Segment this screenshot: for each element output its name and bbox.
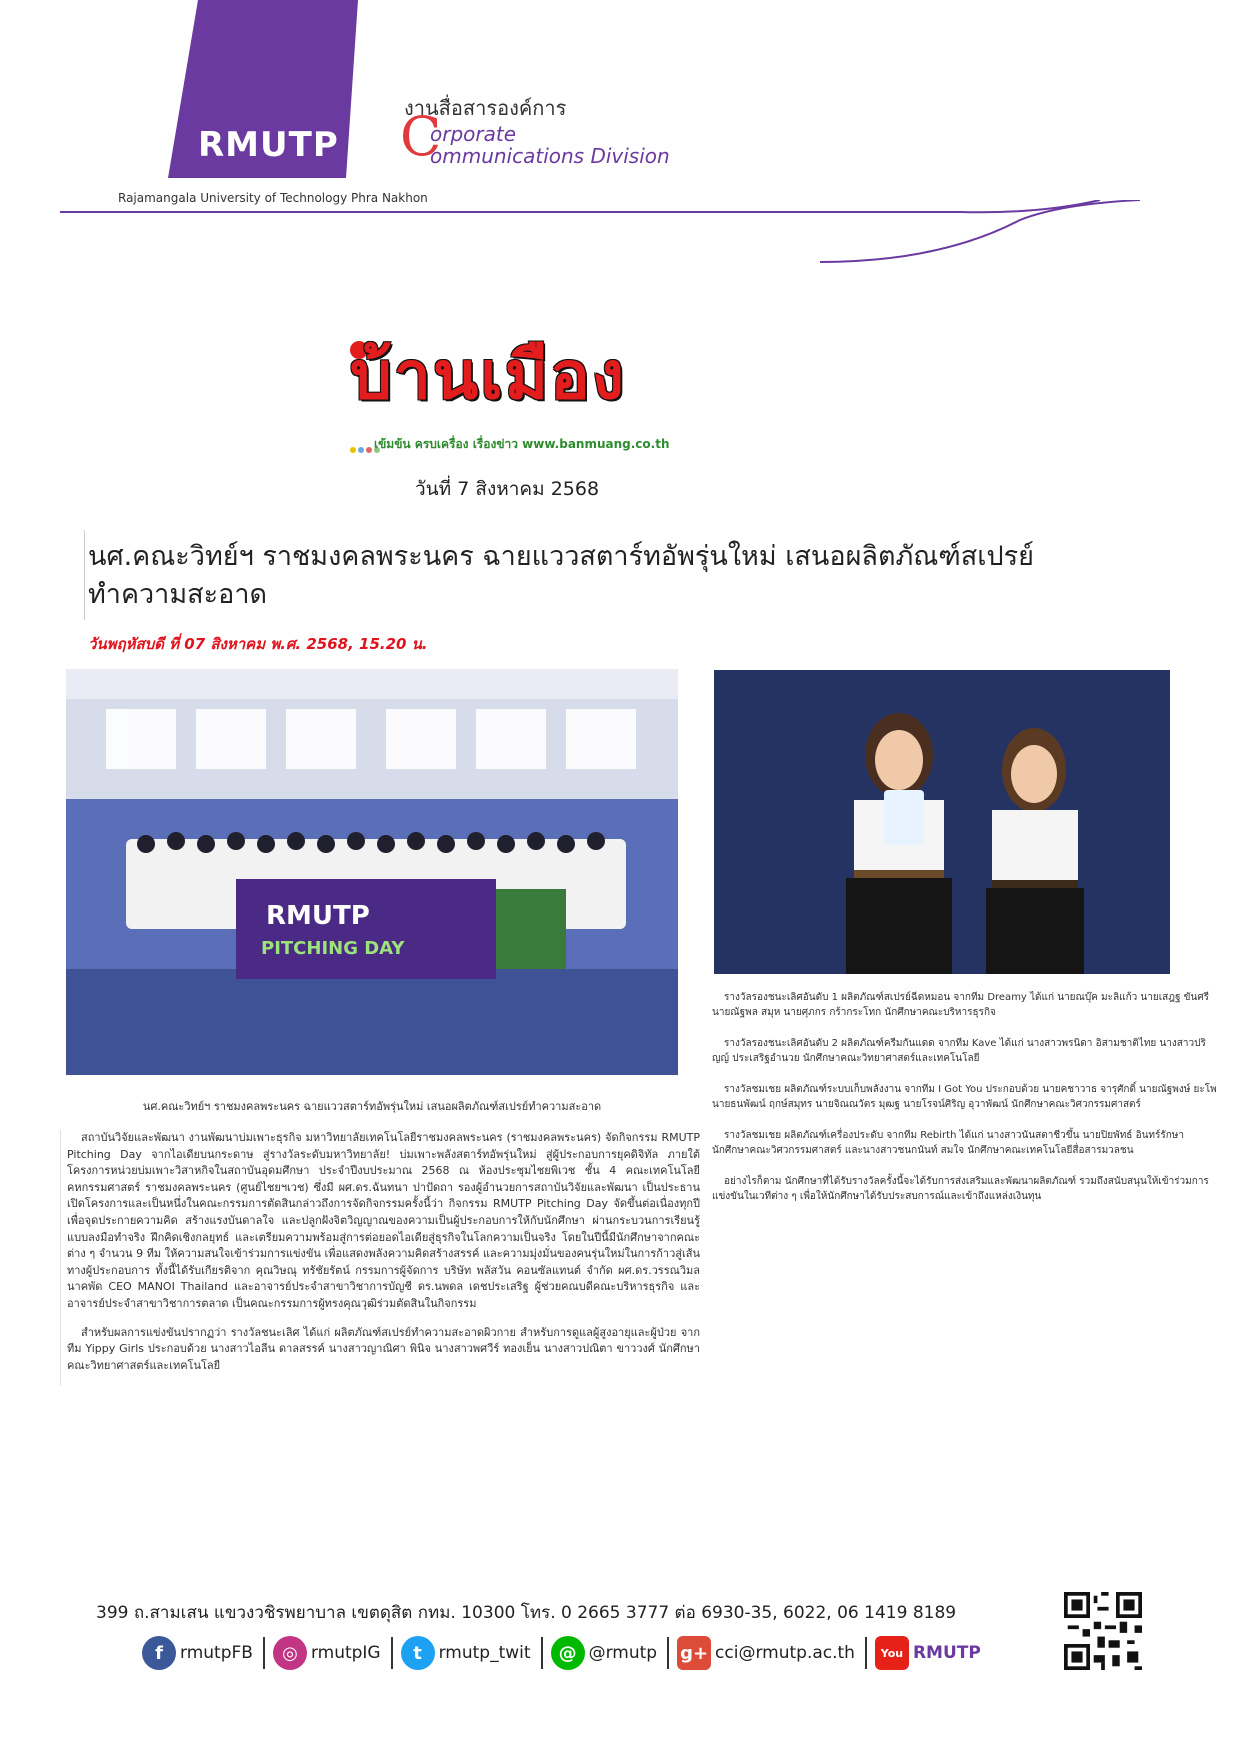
article-awards <box>712 990 1222 1220</box>
newspaper-masthead <box>350 337 770 453</box>
line-icon: @ <box>551 1636 585 1670</box>
body-paragraph: สถาบันวิจัยและพัฒนา งานพัฒนาบ่มเพาะธุรกิจ มหาวิทยาลัยเทคโนโลยีราชมงคลพระนคร (ราชมงคลพระนคร) จัดกิจกรรม RMUTP Pitching Day จากไอเดียบนกระดาษ สู่รางวัลระดับมหาวิทยาลัย! บ่มเพาะพลังสตาร์ทอัพรุ่นใหม่ สู่ผู้ประกอบการยุคดิจิทัล ภายใต้โครงการหน่วยบ่มเพาะวิสาหกิจในสถาบันอุดมศึกษา ประจำปีงบประมาณ 2568 ณ ห้องประชุมไชยพิเวช ชั้น 4 คณะเทคโนโลยีคหกรรมศาสตร์ ราชมงคลพระนคร (ศูนย์ไชยฯเวช) ซึ่งมี ผศ.ดร.ฉันทนา ปาปัดถา รองผู้อำนวยการสถาบันวิจัยและพัฒนา เป็นประธานเปิดโครงการและเป็นหนึ่งในคณะกรรมการตัดสินกล่าวถึงการจัดกิจกรรมครั้งนี้ว่า กิจกรรม RMUTP Pitching Day จัดขึ้นต่อเนื่องทุกปีเพื่อจุดประกายความคิด สร้างแรงบันดาลใจ และปลูกฝังจิตวิญญาณของความเป็นผู้ประกอบการให้กับนักศึกษา ผ่านกระบวนการเรียนรู้แบบลงมือทำจริง ฝึกคิดเชิงกลยุทธ์ และเตรียมความพร้อมสู่การต่อยอดไอเดียสู่ธุรกิจในโลกความเป็นจริง โดยในปีนี้มีนักศึกษาจากคณะต่าง ๆ จำนวน 9 ทีม ให้ความสนใจเข้าร่วมการแข่งขัน เพื่อแสดงพลังความคิดสร้างสรรค์ และความมุ่งมั่นของคนรุ่นใหม่ในการก้าวสู่เส้นทางผู้ประกอบการ ทั้งนี้ได้รับเกียรติจาก คุณวิษณุ ทรัชัยรัตน์ กรรมการผู้จัดการ บริษัท พลัสวัน คอนซัลแทนต์ จำกัด ผศ.ดร.วรรณวิมล นาคพัด CEO MANOI Thailand และอาจารย์ประจำสาขาวิชาการบัญชี ดร.นพดล เดชประเสริฐ ผู้ช่วยคณบดีคณะบริหารธุรกิจ และอาจารย์ประจำสาขาวิชาการตลาด เป็นคณะกรรมการผู้ทรงคุณวุฒิร่วมตัดสินในกิจกรรม <box>67 1131 700 1310</box>
social-facebook[interactable] <box>142 1636 253 1670</box>
newspaper-name: บ้านเมือง <box>350 337 627 414</box>
banner-text-2: PITCHING DAY <box>261 938 405 959</box>
qr-code-icon <box>1064 1592 1142 1670</box>
separator <box>541 1637 543 1669</box>
social-links <box>142 1633 987 1673</box>
twitter-icon: t <box>401 1636 435 1670</box>
social-label: cci@rmutp.ac.th <box>715 1643 855 1663</box>
separator <box>391 1637 393 1669</box>
award-paragraph: รางวัลรองชนะเลิศอันดับ 1 ผลิตภัณฑ์สเปรย์ฉีดหมอน จากทีม Dreamy ได้แก่ นายณบุ๊ค มะลิแก้ว นายเสฎฐ ขันศรี นายณัฐพล สมุห นายศุภกร กร้ากระโทก นักศึกษาคณะบริหารธุรกิจ <box>712 992 1210 1018</box>
org-initial: C <box>400 105 442 168</box>
org-name-thai: งานสื่อสารองค์การ <box>404 96 567 120</box>
footer-address: 399 ถ.สามเสน แขวงวชิรพยาบาล เขตดุสิต กทม. 10300 โทร. 0 2665 3777 ต่อ 6930-35, 6022, 06 1419 8189 <box>96 1603 957 1623</box>
body-paragraph: สำหรับผลการแข่งขันปรากฏว่า รางวัลชนะเลิศ ได้แก่ ผลิตภัณฑ์สเปรย์ทำความสะอาดผิวกาย สำหรับการดูแลผู้สูงอายุและผู้ป่วย จากทีม Yippy Girls ประกอบด้วย นางสาวไอลีน ดาลสรรค์ นางสาวญาณิศา พินิจ นางสาวพศวีร์ ทองเย็น นางสาวปณิตา ขาววงศ์ นักศึกษาคณะวิทยาศาสตร์และเทคโนโลยี <box>67 1325 700 1372</box>
award-paragraph: รางวัลชมเชย ผลิตภัณฑ์ระบบเก็บพลังงาน จากทีม I Got You ประกอบด้วย นายคชาวาธ จารุศักดิ์ นายณัฐพงษ์ ยะโพ นายธนพัฒน์ ฤกษ์สมุทร นายจิณณวัตร มุฒฐ นายโรจน์ศิริญ อุวาพัฒน์ นักศึกษาคณะวิศวกรรมศาสตร์ <box>712 1084 1217 1110</box>
university-name: Rajamangala University of Technology Phra Nakhon <box>118 191 428 205</box>
award-paragraph: อย่างไรก็ตาม นักศึกษาที่ได้รับรางวัลครั้งนี้จะได้รับการส่งเสริมและพัฒนาผลิตภัณฑ์ รวมถึงสนับสนุนให้เข้าร่วมการแข่งขันในเวทีต่าง ๆ เพื่อให้นักศึกษาได้รับประสบการณ์และเข้าถึงแหล่งเงินทุน <box>712 1176 1209 1202</box>
social-label: rmutpIG <box>310 1643 381 1663</box>
logo-text: RMUTP <box>198 125 339 165</box>
social-label: rmutp_twit <box>438 1643 531 1663</box>
article-headline: นศ.คณะวิทย์ฯ ราชมงคลพระนคร ฉายแววสตาร์ทอัพรุ่นใหม่ เสนอผลิตภัณฑ์สเปรย์ทำความสะอาด <box>88 541 1034 610</box>
article-body <box>60 1130 700 1386</box>
group-photo <box>66 669 678 1075</box>
social-email[interactable] <box>677 1636 855 1670</box>
separator <box>263 1637 265 1669</box>
article-byline: วันพฤหัสบดี ที่ 07 สิงหาคม พ.ศ. 2568, 15.20 น. <box>88 635 428 653</box>
header-divider-curve <box>60 200 1140 270</box>
social-twitter[interactable] <box>401 1636 531 1670</box>
social-line[interactable] <box>551 1636 657 1670</box>
social-youtube[interactable] <box>875 1636 981 1670</box>
rmutp-logo <box>168 0 358 180</box>
org-line-1: orporate <box>430 122 517 146</box>
facebook-icon: f <box>142 1636 176 1670</box>
publication-date: วันที่ 7 สิงหาคม 2568 <box>415 478 600 500</box>
youtube-icon: You <box>875 1636 909 1670</box>
instagram-icon: ◎ <box>273 1636 307 1670</box>
social-label: RMUTP <box>912 1643 981 1663</box>
social-instagram[interactable] <box>273 1636 381 1670</box>
photo-caption: นศ.คณะวิทย์ฯ ราชมงคลพระนคร ฉายแววสตาร์ทอัพรุ่นใหม่ เสนอผลิตภัณฑ์สเปรย์ทำความสะอาด <box>142 1100 602 1113</box>
social-label: rmutpFB <box>180 1643 253 1663</box>
social-label: @rmutp <box>588 1643 658 1663</box>
separator <box>667 1637 669 1669</box>
googleplus-icon: g+ <box>677 1636 711 1670</box>
banner-text-1: RMUTP <box>266 901 370 931</box>
award-paragraph: รางวัลชมเชย ผลิตภัณฑ์เครื่องประดับ จากทีม Rebirth ได้แก่ นางสาวนันสตาชีวขึ้น นายปิยพัทธ์ อินทร์รักษา นักศึกษาคณะวิศวกรรมศาสตร์ และนางสาวชนกนันท์ สมใจ นักศึกษาคณะเทคโนโลยีสื่อสารมวลชน <box>712 1130 1185 1156</box>
winners-photo <box>714 670 1170 974</box>
headline-rule <box>84 530 85 620</box>
award-paragraph: รางวัลรองชนะเลิศอันดับ 2 ผลิตภัณฑ์ครีมกันแดด จากทีม Kave ได้แก่ นางสาวพรนิดา อิสามชาติไทย นางสาวปริญญ์ ประเสริฐอำนวย นักศึกษาคณะวิทยาศาสตร์และเทคโนโลยี <box>712 1038 1206 1064</box>
newspaper-tagline: เข้มข้น ครบเครื่อง เรื่องข่าว www.banmuang.co.th <box>374 437 670 451</box>
separator <box>865 1637 867 1669</box>
org-line-2: ommunications Division <box>430 144 670 168</box>
